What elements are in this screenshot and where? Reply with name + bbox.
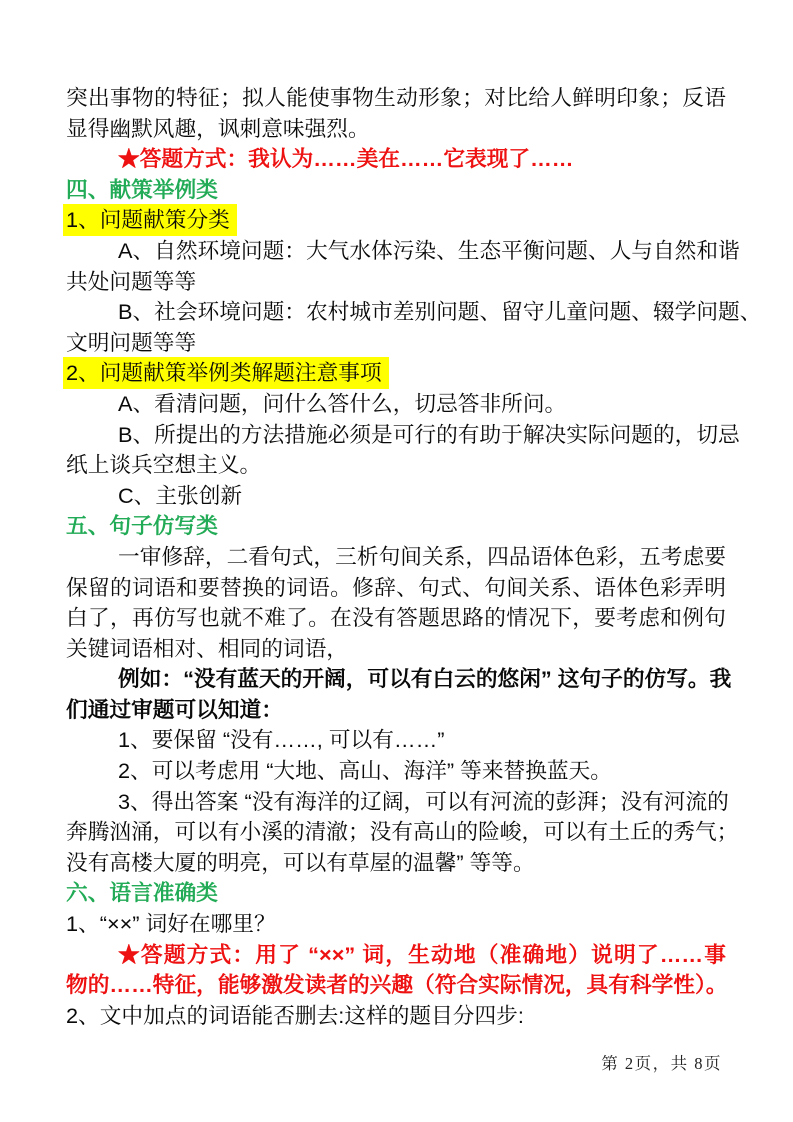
text-line: 共处问题等等 [66, 268, 197, 294]
answer-method-line: 物的……特征，能够激发读者的兴趣（符合实际情况，具有科学性）。 [66, 972, 728, 998]
answer-method-line: ★答题方式：我认为……美在……它表现了…… [118, 146, 574, 172]
text-line: 3、得出答案 “没有海洋的辽阔，可以有河流的彭湃；没有河流的 [118, 788, 729, 814]
text-line: 关键词语相对、相同的词语， [66, 635, 348, 661]
document-body [66, 83, 762, 1031]
highlight-text: 2、问题献策举例类解题注意事项 [63, 357, 389, 389]
text-line: 保留的词语和要替换的词语。修辞、句式、句间关系、语体色彩弄明 [66, 574, 726, 600]
section-heading: 四、献策举例类 [66, 176, 218, 202]
text-line: B、所提出的方法措施必须是可行的有助于解决实际问题的，切忌 [118, 421, 740, 447]
answer-method-line: ★答题方式：用了 “××” 词，生动地（准确地）说明了……事 [118, 941, 726, 967]
text-line: 突出事物的特征；拟人能使事物生动形象；对比给人鲜明印象；反语 [66, 85, 726, 110]
section-heading: 五、句子仿写类 [66, 513, 218, 539]
page-number: 第 2页，共 8页 [601, 1054, 722, 1073]
text-line: 文明问题等等 [66, 329, 197, 355]
text-line: 2、可以考虑用 “大地、高山、海洋” 等来替换蓝天。 [118, 758, 612, 784]
highlighted-subheading [66, 205, 726, 236]
highlighted-subheading [66, 358, 726, 389]
text-line: 白了，再仿写也就不难了。在没有答题思路的情况下，要考虑和例句 [66, 605, 726, 631]
text-line: 显得幽默风趣，讽刺意味强烈。 [66, 115, 370, 141]
highlight-text: 1、问题献策分类 [63, 204, 237, 236]
text-line: B、社会环境问题：农村城市差别问题、留守儿童问题、辍学问题、 [118, 299, 762, 325]
text-line: 纸上谈兵空想主义。 [66, 452, 262, 478]
text-line: 1、“××” 词好在哪里？ [66, 911, 276, 937]
text-line: 没有高楼大厦的明亮，可以有草屋的温馨” 等等。 [66, 849, 535, 875]
section-heading: 六、语言准确类 [66, 880, 218, 906]
text-line: 1、要保留 “没有……, 可以有……” [118, 727, 445, 753]
example-emphasis-line: 们通过审题可以知道： [66, 696, 283, 722]
text-line: 2、文中加点的词语能否删去:这样的题目分四步: [66, 1002, 524, 1028]
text-line: 奔腾汹涌，可以有小溪的清澈；没有高山的险峻，可以有土丘的秀气； [66, 819, 739, 845]
text-line: A、看清问题，问什么答什么，切忌答非所问。 [118, 390, 567, 416]
text-line: C、主张创新 [118, 482, 243, 508]
example-emphasis-line: 例如：“没有蓝天的开阔，可以有白云的悠闲” 这句子的仿写。我 [118, 666, 732, 692]
text-line: 一审修辞，二看句式，三析句间关系，四品语体色彩，五考虑要 [118, 543, 726, 569]
text-line: A、自然环境问题：大气水体污染、生态平衡问题、人与自然和谐 [118, 237, 740, 263]
